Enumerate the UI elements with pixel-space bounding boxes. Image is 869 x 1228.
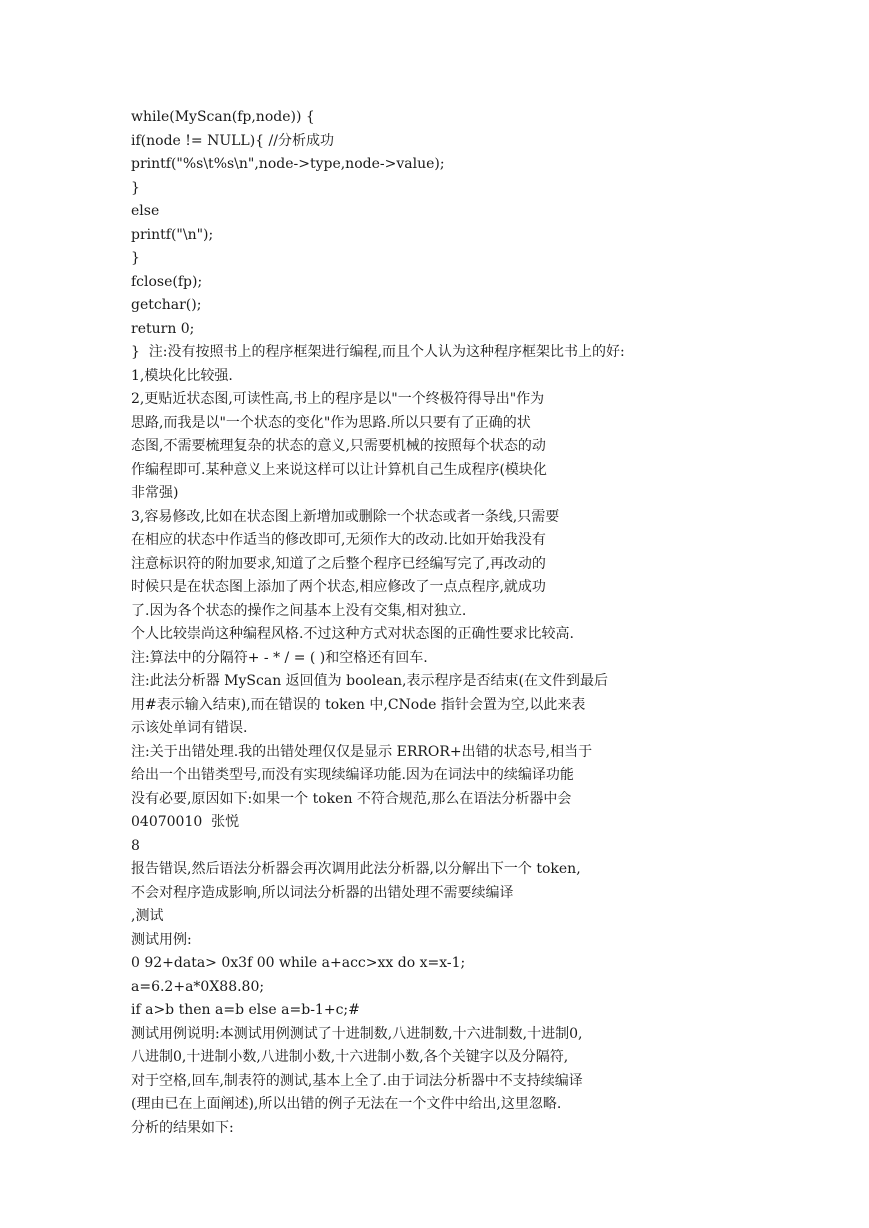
text-line: 作编程即可.某种意义上来说这样可以让计算机自己生成程序(模块化 — [131, 461, 547, 478]
code-line: fclose(fp); — [131, 273, 203, 290]
text-line: 示该处单词有错误. — [131, 720, 248, 736]
note-line: } 注:没有按照书上的程序框架进行编程,而且个人认为这种程序框架比书上的好: — [131, 344, 625, 360]
code-line: if(node != NULL){ //分析成功 — [131, 132, 334, 149]
code-line: else — [131, 203, 160, 219]
text-line: 2,更贴近状态图,可读性高,书上的程序是以"一个终极符得导出"作为 — [131, 391, 545, 407]
text-line: 个人比较崇尚这种编程风格.不过这种方式对状态图的正确性要求比较高. — [131, 626, 574, 642]
note-line: 注:算法中的分隔符+ - * / = ( )和空格还有回车. — [131, 649, 428, 666]
text-line: 在相应的状态中作适当的修改即可,无须作大的改动.比如开始我没有 — [131, 532, 546, 548]
text-line: 用#表示输入结束),而在错误的 token 中,CNode 指针会置为空,以此来表 — [131, 696, 586, 713]
text-line: 没有必要,原因如下:如果一个 token 不符合规范,那么在语法分析器中会 — [131, 790, 572, 807]
code-line: printf("\n"); — [131, 226, 214, 243]
code-line: printf("%s\t%s\n",node->type,node->value); — [131, 156, 445, 172]
text-line: 思路,而我是以"一个状态的变化"作为思路.所以只要有了正确的状 — [131, 414, 531, 431]
code-line: } — [131, 250, 140, 266]
text-line: 3,容易修改,比如在状态图上新增加或删除一个状态或者一条线,只需要 — [131, 508, 560, 525]
test-case-line: a=6.2+a*0X88.80; — [131, 978, 265, 995]
text-line: 八进制0,十进制小数,八进制小数,十六进制小数,各个关键字以及分隔符, — [131, 1049, 569, 1065]
document-body — [131, 106, 831, 1140]
text-line: 不会对程序造成影响,所以词法分析器的出错处理不需要续编译 — [131, 884, 514, 901]
note-line: 注:关于出错处理.我的出错处理仅仅是显示 ERROR+出错的状态号,相当于 — [131, 743, 593, 760]
text-line: 时候只是在状态图上添加了两个状态,相应修改了一点点程序,就成功 — [131, 579, 546, 595]
page-footer-author: 04070010 张悦 — [131, 814, 240, 830]
text-line: 非常强) — [131, 485, 179, 501]
text-line: 报告错误,然后语法分析器会再次调用此法分析器,以分解出下一个 token, — [131, 861, 581, 877]
test-case-line: if a>b then a=b else a=b-1+c;# — [131, 1002, 360, 1018]
text-line: 给出一个出错类型号,而没有实现续编译功能.因为在词法中的续编译功能 — [131, 767, 574, 783]
page-number: 8 — [131, 837, 140, 854]
text-line: 分析的结果如下: — [131, 1119, 234, 1136]
text-line: 注意标识符的附加要求,知道了之后整个程序已经编写完了,再改动的 — [131, 555, 546, 572]
test-case-line: 0 92+data> 0x3f 00 while a+acc>xx do x=x-1; — [131, 955, 466, 971]
text-line: (理由已在上面阐述),所以出错的例子无法在一个文件中给出,这里忽略. — [131, 1096, 562, 1112]
text-line: 1,模块化比较强. — [131, 367, 233, 384]
text-line: 对于空格,回车,制表符的测试,基本上全了.由于词法分析器中不支持续编译 — [131, 1072, 583, 1089]
note-line: 注:此法分析器 MyScan 返回值为 boolean,表示程序是否结束(在文件到最后 — [131, 673, 608, 689]
text-line: 测试用例说明:本测试用例测试了十进制数,八进制数,十六进制数,十进制0, — [131, 1025, 583, 1042]
text-line: 测试用例: — [131, 931, 192, 948]
code-line: return 0; — [131, 320, 195, 337]
text-line: 态图,不需要梳理复杂的状态的意义,只需要机械的按照每个状态的动 — [131, 438, 546, 454]
code-line: } — [131, 179, 140, 196]
text-line: 了.因为各个状态的操作之间基本上没有交集,相对独立. — [131, 602, 467, 619]
section-heading: ,测试 — [131, 908, 164, 924]
code-line: getchar(); — [131, 297, 202, 313]
code-line: while(MyScan(fp,node)) { — [131, 109, 315, 125]
